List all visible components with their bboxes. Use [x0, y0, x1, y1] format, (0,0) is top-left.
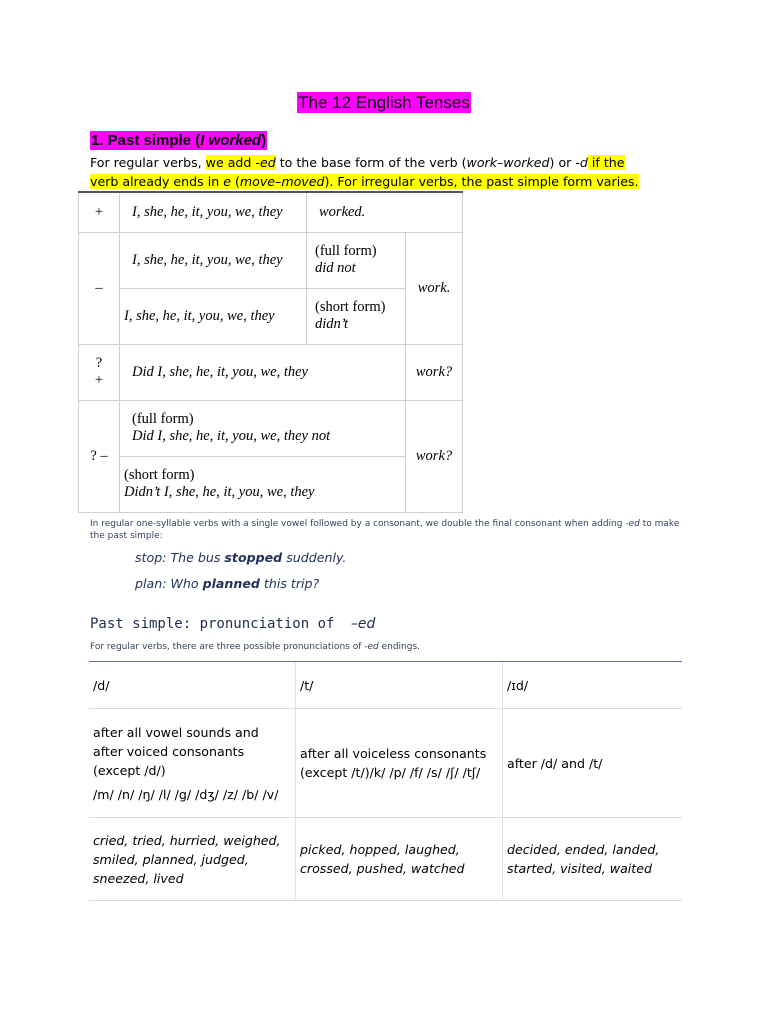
table-row: [79, 192, 463, 232]
conjugation-table: [78, 191, 463, 513]
page-title: [0, 93, 768, 113]
table-row: [89, 709, 682, 818]
intro-italic: work–worked: [466, 155, 550, 170]
aux-text: didn’t: [315, 316, 349, 332]
sign-part: +: [94, 372, 104, 388]
example-bold: planned: [202, 576, 260, 591]
sign-cell: +: [79, 192, 120, 232]
intro-text: For regular verbs,: [90, 155, 206, 170]
note-text: In regular one-syllable verbs with a single vowel followed by a consonant, we double the final consonant when adding -: [90, 519, 629, 529]
aux-cell: [307, 232, 406, 288]
sign-cell: [79, 344, 120, 400]
sign-cell: –: [79, 232, 120, 344]
rule-cell: [89, 709, 296, 818]
section-close: ): [261, 132, 267, 149]
table-row: [79, 288, 463, 344]
example-sentence: [135, 576, 319, 591]
example-bold: stopped: [224, 550, 283, 565]
aux-label: (short form): [315, 299, 386, 315]
sub-text: endings.: [378, 642, 421, 652]
subject-cell: Did I, she, he, it, you, we, they: [120, 344, 406, 400]
aux-label: (full form): [315, 243, 377, 259]
example-cell: picked, hopped, laughed, crossed, pushed, watched: [296, 818, 503, 901]
header-cell: /t/: [296, 662, 503, 709]
intro-italic: move–moved: [239, 174, 325, 189]
example-text: stop: The bus: [135, 550, 225, 565]
sign-part: ?: [95, 355, 103, 371]
intro-paragraph: [90, 153, 650, 191]
sub-italic: ed: [367, 642, 379, 652]
intro-text: to the base form of the verb (: [275, 155, 467, 170]
page-title-text: The 12 English Tenses: [298, 93, 470, 112]
pronunciation-table: [89, 661, 682, 901]
heading-italic: –ed: [350, 616, 376, 632]
form-text: Did I, she, he, it, you, we, they not: [132, 428, 331, 444]
header-cell: /ɪd/: [503, 662, 683, 709]
section-example: I worked: [200, 132, 262, 149]
verb-cell: worked.: [307, 192, 463, 232]
intro-text: ). For irregular verbs, the past simple form varies.: [324, 174, 639, 189]
aux-cell: [307, 288, 406, 344]
subject-cell: I, she, he, it, you, we, they: [120, 192, 307, 232]
rule-cell: after all voiceless consonants (except /t/)/k/ /p/ /f/ /s/ /ʃ/ /tʃ/: [296, 709, 503, 818]
table-row: [89, 818, 682, 901]
rule-text: after all vowel sounds and after voiced consonants (except /d/): [93, 724, 259, 778]
example-text: this trip?: [259, 576, 320, 591]
intro-text: (: [230, 174, 240, 189]
note-italic: ed: [628, 519, 640, 529]
example-text: suddenly.: [282, 550, 347, 565]
header-cell: /d/: [89, 662, 296, 709]
rule-cell: after /d/ and /t/: [503, 709, 683, 818]
subject-cell: I, she, he, it, you, we, they: [120, 232, 307, 288]
table-row: [79, 456, 463, 512]
form-label: (full form): [132, 411, 194, 427]
example-text: plan: Who: [135, 576, 203, 591]
verb-cell: work?: [406, 400, 463, 512]
pronunciation-heading: [90, 616, 375, 632]
intro-text: ) or -: [549, 155, 580, 170]
form-label: (short form): [124, 467, 195, 483]
heading-text: Past simple: pronunciation of: [90, 616, 343, 632]
sub-text: For regular verbs, there are three possible pronunciations of -: [90, 642, 368, 652]
table-row: [79, 344, 463, 400]
intro-italic: e: [223, 174, 231, 189]
section-heading: [90, 131, 267, 150]
subject-cell: I, she, he, it, you, we, they: [120, 288, 307, 344]
example-cell: decided, ended, landed, started, visited, waited: [503, 818, 683, 901]
subject-cell: [120, 456, 406, 512]
intro-text: we add -: [205, 155, 260, 170]
intro-text: if the verb already ends in: [90, 155, 625, 189]
intro-italic: ed: [259, 155, 276, 170]
doubling-note: [90, 518, 690, 542]
intro-italic: d: [579, 155, 588, 170]
table-row: [79, 232, 463, 288]
subject-cell: [120, 400, 406, 456]
aux-text: did not: [315, 260, 356, 276]
verb-cell: work?: [406, 344, 463, 400]
table-row: [79, 400, 463, 456]
intro-highlight: [206, 155, 276, 170]
example-sentence: [135, 550, 346, 565]
table-row: [89, 662, 682, 709]
example-cell: cried, tried, hurried, weighed, smiled, planned, judged, sneezed, lived: [89, 818, 296, 901]
sign-cell: ? –: [79, 400, 120, 512]
form-text: Didn’t I, she, he, it, you, we, they: [124, 484, 315, 500]
verb-cell: work.: [406, 232, 463, 344]
sound-list: /m/ /n/ /ŋ/ /l/ /g/ /dʒ/ /z/ /b/ /v/: [93, 786, 279, 802]
pronunciation-subtitle: [90, 642, 420, 652]
section-number: 1. Past simple (: [91, 132, 201, 149]
note-text: to make the past simple:: [90, 519, 680, 541]
